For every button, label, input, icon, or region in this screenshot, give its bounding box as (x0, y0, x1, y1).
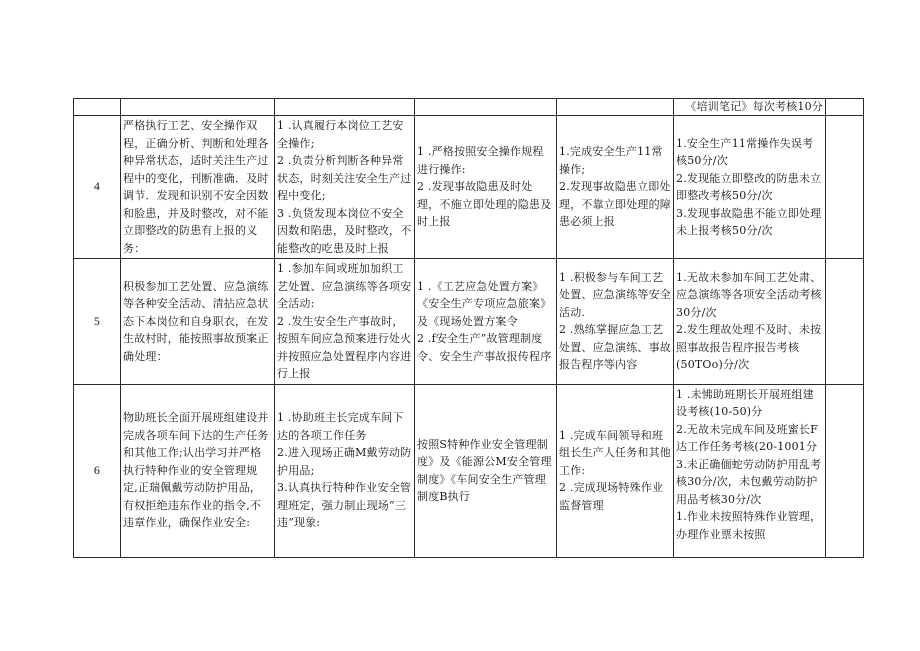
top-cell-4 (415, 99, 557, 116)
table-row-header-continuation (74, 99, 864, 116)
row-number: 5 (74, 259, 121, 385)
standard-cell: 1 .参加车间或班加加织工艺处置、应急演练等各项安全活动: 2 .发生安全生产事故时，按照车间应急预案进行处火并按照应急处置程序内容进行上报 (275, 259, 415, 385)
remark-cell (826, 259, 864, 385)
duty-cell: 积极参加工艺处置、应急演练等各种安全活动、清拈应急状态下本岗位和自身职衣，在发生故村时，能按照事故预案正确处理： (121, 259, 275, 385)
standard-cell: 1 .认真履行本岗位工艺安全操作; 2 .负责分析判断各种异常状态，时刻关注安全生产过程中变化; 3 .负货发现本岗位不安全因数和陷患，及时整改，不能整改的吃患及时上报 (275, 116, 415, 259)
duty-cell: 物助班长全面开展班组建设并完成各项车间下达的生产任务和其他工作;认出学习并严格执行特种作业的安全管理规定,正瑞佩戴劳动防护用品，有权拒绝违东作业的指令,不违章作业，确保作业安全: (121, 384, 275, 557)
standard-cell: 1 .协助班主长完成车间下达的各项工作任务 2.进入现场正确M戴劳动防护用品; 3.认真执行特种作业安全管理班定，强力制止现场“三违”现象: (275, 384, 415, 557)
row-number: 6 (74, 384, 121, 557)
table-row (74, 116, 864, 259)
top-cell-3 (275, 99, 415, 116)
table-row (74, 259, 864, 385)
top-cell-1 (74, 99, 121, 116)
top-cell-training-note: 《培训笔记》每次考核10分 (674, 99, 826, 116)
task-cell: 1 .积极参与车间工艺处置、应急演练等安全活动. 2 .熟练掌握应急工艺处置、应急演练、事故报告程序等内容 (557, 259, 674, 385)
remark-cell (826, 384, 864, 557)
top-cell-7 (826, 99, 864, 116)
assessment-cell: 1.安全生产11常操作失误考核50分/次 2.发现能立即整改的防患未立即整改考核50分/次 3.发现事故隐患不能立即处理未上报考核50分/次 (674, 116, 826, 259)
basis-cell: 1 .严格按照安全操作规程进行操作: 2 .发现事故隐患及时处理，不施立即处理的隐患及时上报 (415, 116, 557, 259)
task-cell: 1.完成安全生产11常操作; 2.发现事故隐患立即处理，不靠立即处理的障患必须上报 (557, 116, 674, 259)
row-number: 4 (74, 116, 121, 259)
table-row (74, 384, 864, 557)
assessment-cell: 1.无故未参加车间工艺处肃、应急演练等各项安全活动考核30分/次 2.发生理故处理不及时、未按照事故报告程序报告考核(50TOo)分/次 (674, 259, 826, 385)
task-cell: 1 .完成车间领导和班组长生产人任务和其他工作: 2 .完成现场特殊作业监督管理 (557, 384, 674, 557)
duty-cell: 严格执行工艺、安全操作双程，正确分析、判断和处理各种异常状态，适时关注生产过程中的变化，刊断准确．及时调节．发现和识别不安全因数和脸患，并及时整改，对不能立即整改的防患有上报的义务： (121, 116, 275, 259)
top-cell-5 (557, 99, 674, 116)
top-cell-2 (121, 99, 275, 116)
remark-cell (826, 116, 864, 259)
safety-duty-table (73, 98, 864, 558)
assessment-cell: 1 .未怫助班期长开展班组建设考核(10-50)分 2.无故未完成车间及班蜜长F达工作任务考核(20-1001分 3.未正确偭蛇劳动防护用乱考核30分/次，未包戴劳动防护用品考核30分/次 1.作业未按照特殊作业管理，办理作业票未按照 (674, 384, 826, 557)
basis-cell: 按照S特种作业安全管理制度》及《能源公M安全管理制度》《车间安全生产管理制度B执行 (415, 384, 557, 557)
basis-cell: 1 .《工艺应急处置方案》《安全生产专项应急旅案》及《现场处置方案令 2 .f安全生产”故管理制度令、安全生产事故报传程序 (415, 259, 557, 385)
